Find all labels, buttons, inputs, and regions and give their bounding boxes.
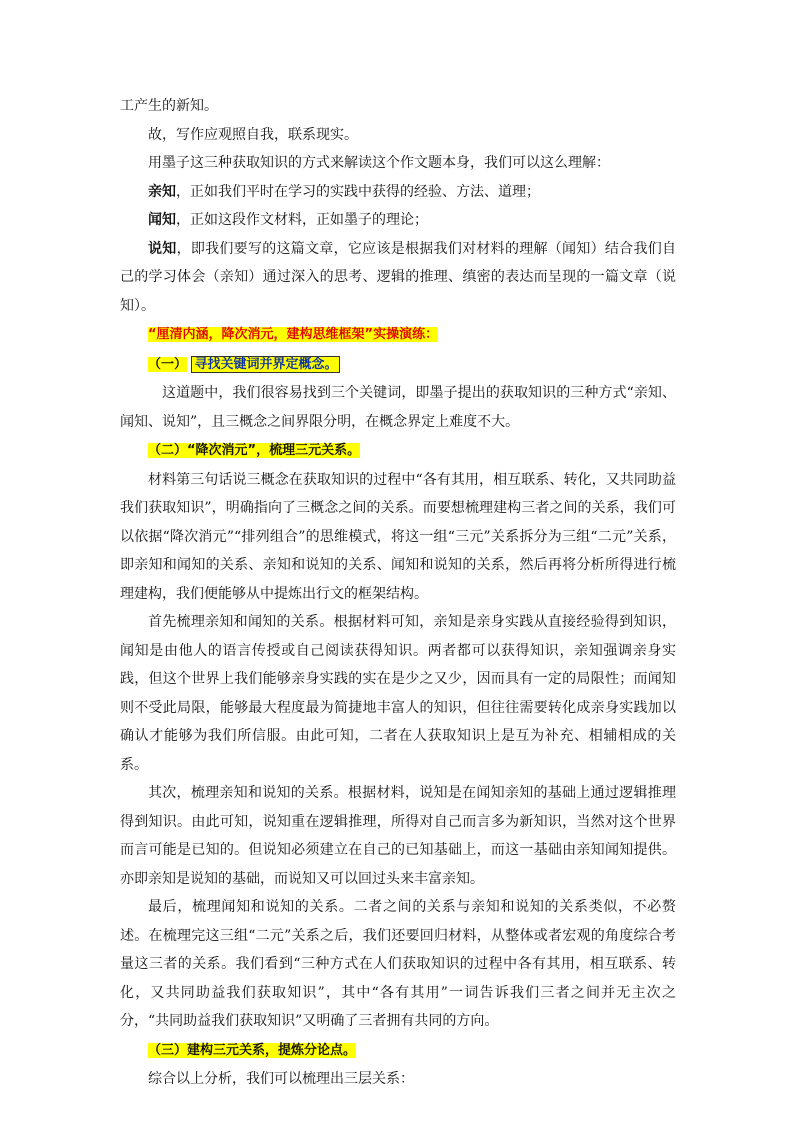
paragraph: 这道题中，我们很容易找到三个关键词，即墨子提出的获取知识的三种方式“亲知、闻知、说知”，且三概念之间界限分明，在概念界定上难度不大。 xyxy=(120,385,676,430)
term-wenzhi: 闻知 xyxy=(148,212,176,228)
document-page xyxy=(120,92,676,1094)
paragraph: 故，写作应观照自我，联系现实。 xyxy=(148,126,358,143)
paragraph: 用墨子这三种获取知识的方式来解读这个作文题本身，我们可以这么理解： xyxy=(148,155,610,171)
paragraph: 亲知，正如我们平时在学习的实践中获得的经验、方法、道理； xyxy=(148,183,540,200)
paragraph: 闻知，正如这段作文材料，正如墨子的理论； xyxy=(148,212,428,228)
paragraph: 综合以上分析，我们可以梳理出三层关系： xyxy=(148,1071,414,1087)
section-heading-1: （一） 寻找关键词并界定概念。 xyxy=(120,350,676,380)
term-qinzhi: 亲知 xyxy=(148,183,176,200)
section-heading-3: （三）建构三元关系，提炼分论点。 xyxy=(148,1042,357,1058)
paragraph: 工产生的新知。 xyxy=(120,98,218,114)
paragraph: 说知，即我们要写的这篇文章，它应该是根据我们对材料的理解（闻知）结合我们自己的学习体会（亲知）通过深入的思考、逻辑的推理、缜密的表达而呈现的一篇文章（说知）。 xyxy=(120,240,677,314)
term-shuozhi: 说知 xyxy=(148,240,177,257)
paragraph: 最后，梳理闻知和说知的关系。二者之间的关系与亲知和说知的关系类似，不必赘述。在梳理完这三组“二元”关系之后，我们还要回归材料，从整体或者宏观的角度综合考量这三者的关系。我们看到“三种方式在人们获取知识的过程中各有其用，相互联系、转化，又共同助益我们获取知识”，其中“各有其用”一词告诉我们三者之间并无主次之分，“共同助益我们获取知识”又明确了三者拥有共同的方向。 xyxy=(120,899,676,1029)
section-heading-2: （二）“降次消元”，梳理三元关系。 xyxy=(148,443,361,458)
paragraph: 其次，梳理亲知和说知的关系。根据材料，说知是在闻知亲知的基础上通过逻辑推理得到知识。由此可知，说知重在逻辑推理，所得对自己而言多为新知识，当然对这个世界而言可能是已知的。但说知必须建立在自己的已知基础上，而这一基础由亲知闻知提供。亦即亲知是说知的基础，而说知又可以回过头来丰富亲知。 xyxy=(120,785,676,887)
paragraph: 首先梳理亲知和闻知的关系。根据材料可知，亲知是亲身实践从直接经验得到知识，闻知是由他人的语言传授或自己阅读获得知识。两者都可以获得知识，亲知强调亲身实践，但这个世界上我们能够亲身实践的实在是少之又少，因而具有一定的局限性；而闻知则不受此局限，能够最大程度最为简捷地丰富人的知识，但往往需要转化成亲身实践加以确认才能够为我们所信服。由此可知，二者在人获取知识上是互为补充、相辅相成的关系。 xyxy=(120,614,676,773)
section-heading-main: “厘清内涵，降次消元，建构思维框架”实操演练： xyxy=(148,327,439,342)
paragraph: 材料第三句话说三概念在获取知识的过程中“各有其用，相互联系、转化，又共同助益我们获取知识”，明确指向了三概念之间的关系。而要想梳理建构三者之间的关系，我们可以依据“降次消元”“排列组合”的思维模式，将这一组“三元”关系拆分为三组“二元”关系，即亲知和闻知的关系、亲知和说知的关系、闻知和说知的关系，然后再将分析所得进行梳理建构，我们便能够从中提炼出行文的框架结构。 xyxy=(120,471,676,602)
